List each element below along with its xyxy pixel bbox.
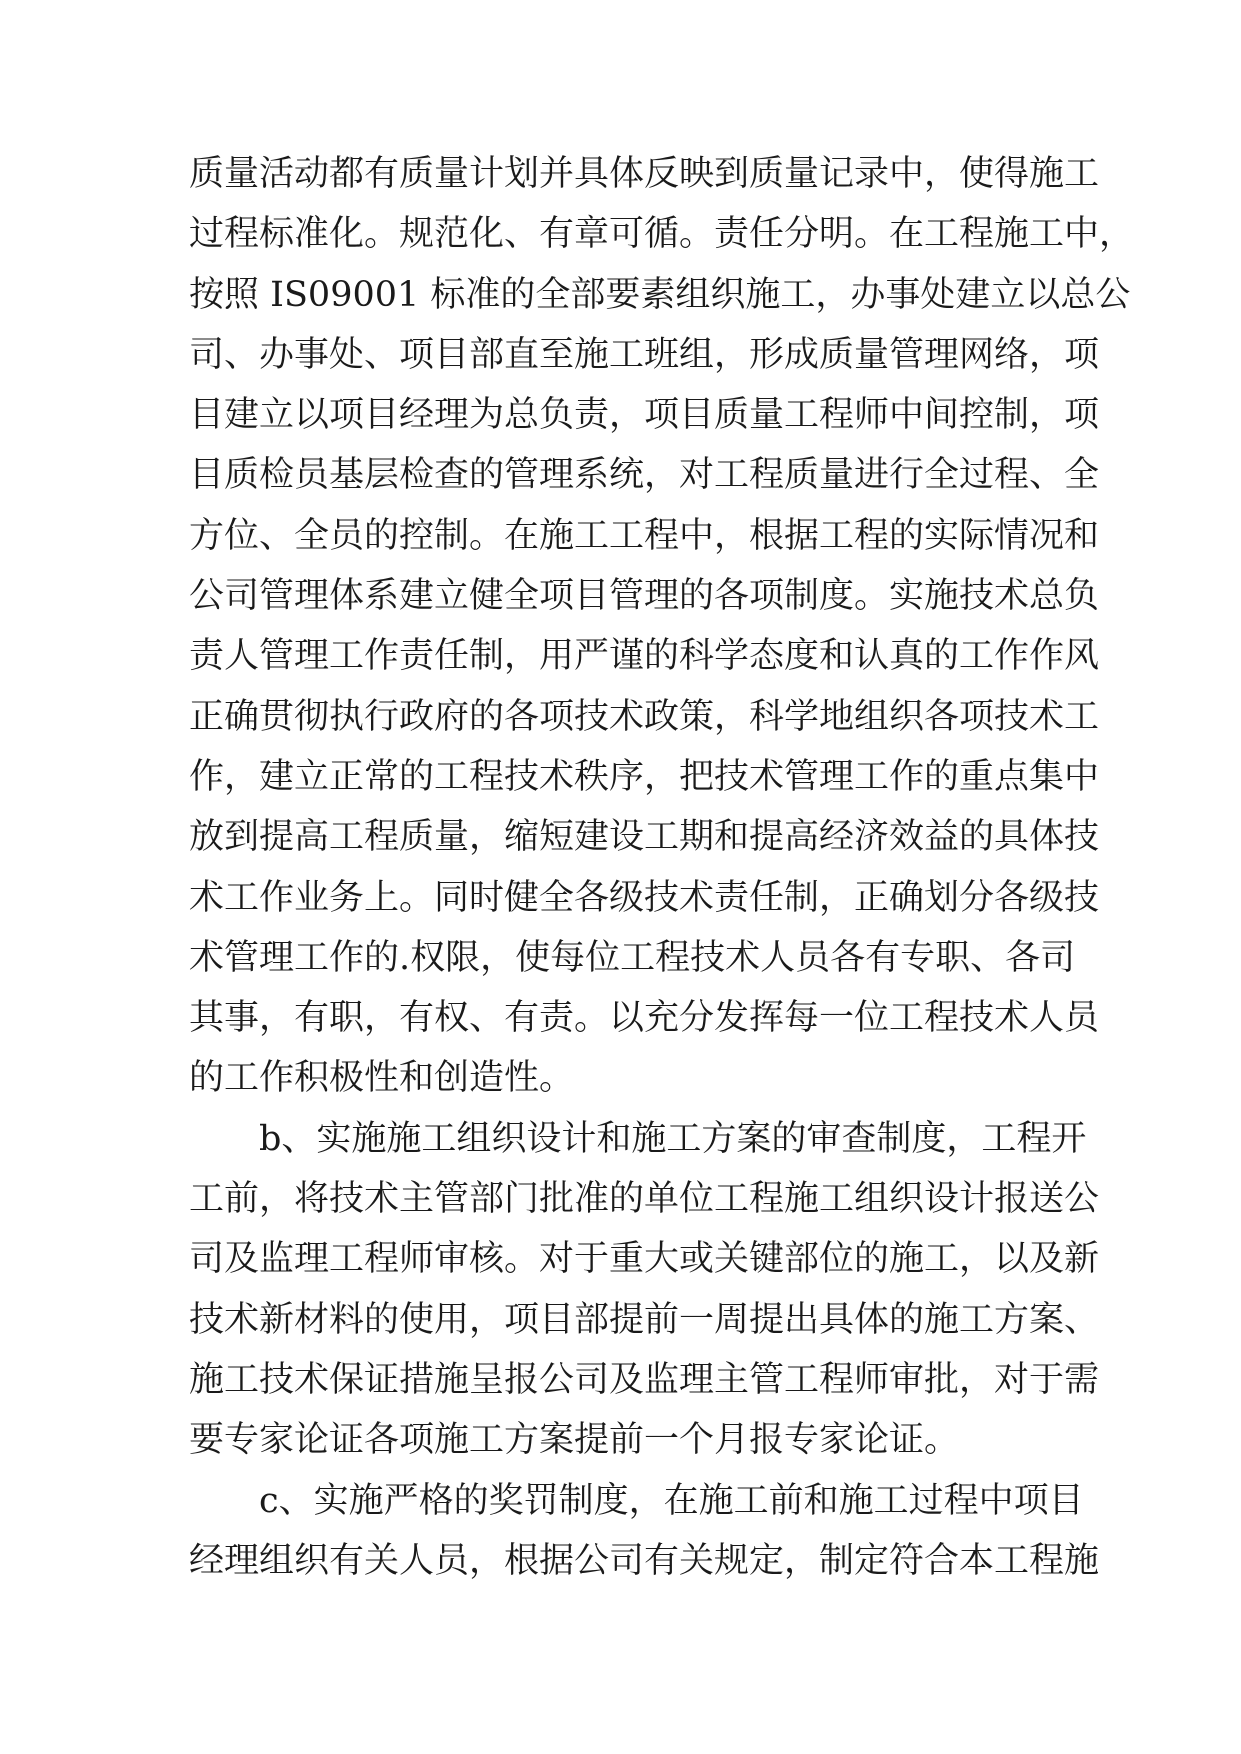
text-line: 目质检员基层检查的管理系统，对工程质量进行全过程、全 bbox=[189, 455, 1100, 496]
text-line: 的工作积极性和创造性。 bbox=[189, 1058, 575, 1099]
text-line: 按照 IS09001 标准的全部要素组织施工，办事处建立以总公 bbox=[189, 274, 1131, 315]
body-text bbox=[189, 144, 1135, 1591]
text-line: 放到提高工程质量，缩短建设工期和提高经济效益的具体技 bbox=[189, 817, 1100, 858]
text-line: 作，建立正常的工程技术秩序，把技术管理工作的重点集中 bbox=[189, 756, 1100, 797]
text-line: 术工作业务上。同时健全各级技术责任制，正确划分各级技 bbox=[189, 877, 1100, 918]
text-line: 其事，有职，有权、有责。以充分发挥每一位工程技术人员 bbox=[189, 998, 1100, 1039]
text-line: 质量活动都有质量计划并具体反映到质量记录中，使得施工 bbox=[189, 154, 1100, 194]
text-line: 过程标准化。规范化、有章可循。责任分明。在工程施工中， bbox=[189, 214, 1135, 255]
text-line: 施工技术保证措施呈报公司及监理主管工程师审批，对于需 bbox=[189, 1359, 1100, 1400]
text-line: 责人管理工作责任制，用严谨的科学态度和认真的工作作风 bbox=[189, 636, 1100, 677]
text-line: 目建立以项目经理为总负责，项目质量工程师中间控制，项 bbox=[189, 395, 1100, 436]
text-line: 司及监理工程师审核。对于重大或关键部位的施工，以及新 bbox=[189, 1239, 1100, 1280]
paragraph-c-start: c、实施严格的奖罚制度，在施工前和施工过程中项目 bbox=[259, 1480, 1084, 1521]
text-line: 术管理工作的.权限，使每位工程技术人员各有专职、各司 bbox=[189, 937, 1076, 978]
text-line: 要专家论证各项施工方案提前一个月报专家论证。 bbox=[189, 1420, 960, 1461]
text-line: 正确贯彻执行政府的各项技术政策，科学地组织各项技术工 bbox=[189, 696, 1100, 737]
text-line: 技术新材料的使用，项目部提前一周提出具体的施工方案、 bbox=[189, 1299, 1100, 1340]
text-line: 方位、全员的控制。在施工工程中，根据工程的实际情况和 bbox=[189, 515, 1100, 556]
paragraph-b-start: b、实施施工组织设计和施工方案的审查制度，工程开 bbox=[259, 1118, 1087, 1159]
text-line: 司、办事处、项目部直至施工班组，形成质量管理网络，项 bbox=[189, 334, 1100, 375]
text-line: 工前，将技术主管部门批准的单位工程施工组织设计报送公 bbox=[189, 1179, 1100, 1220]
text-line: 经理组织有关人员，根据公司有关规定，制定符合本工程施 bbox=[189, 1540, 1100, 1581]
text-line: 公司管理体系建立健全项目管理的各项制度。实施技术总负 bbox=[189, 576, 1100, 617]
